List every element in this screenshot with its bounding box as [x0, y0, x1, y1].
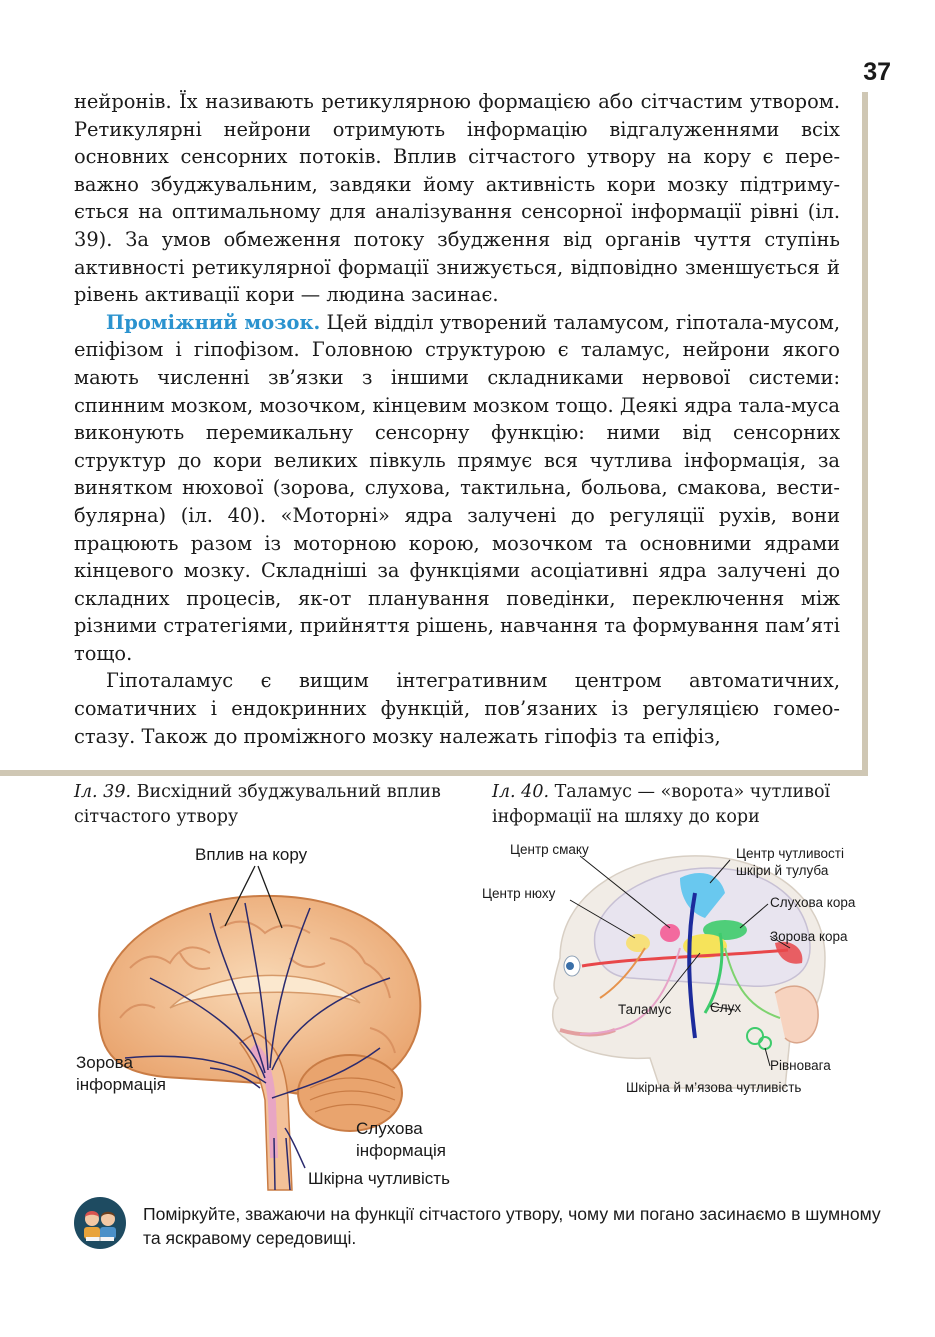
- svg-text:інформація: інформація: [76, 1075, 166, 1094]
- svg-text:Центр смаку: Центр смаку: [510, 842, 589, 857]
- svg-text:Вплив на кору: Вплив на кору: [195, 845, 308, 864]
- students-thinking-icon: [74, 1197, 126, 1249]
- svg-text:Таламус: Таламус: [618, 1002, 672, 1017]
- svg-text:Зорова кора: Зорова кора: [770, 929, 848, 944]
- frame-right-border: [862, 92, 868, 776]
- paragraph-2: Проміжний мозок. Цей відділ утворений таламусом, гіпотала-мусом, епіфізом і гіпофізом. Головною структурою є таламус, нейрони якого мають численні зв’язки з іншими складниками нервової системи: спинним мозком, мозочком, кінцевим мозком тощо. Деякі ядра тала-муса виконують перемикальну сенсорну функцію: ними від сенсорних структур до кори великих півкуль прямує вся чутлива інформація, за винятком нюхової (зорова, слухова, тактильна, больова, смакова, вести-булярна) (іл. 40). «Моторні» ядра залучені до регуляції рухів, вони працюють разом із моторною корою, мозочком та основними ядрами кінцевого мозку. Складніші за функціями асоціативні ядра залучені до складних процесів, як-от планування поведінки, переключення між різними стратегіями, прийняття рішень, навчання та формування пам’яті тощо.: [74, 310, 840, 665]
- svg-text:інформація: інформація: [356, 1141, 446, 1160]
- paragraph-3: Гіпоталамус є вищим інтегративним центром автоматичних, соматичних і ендокринних функцій, пов’язаних із регуляцією гомео-стазу. Також до проміжного мозку належать гіпофіз та епіфіз,: [74, 669, 840, 748]
- figure-40-caption: Іл. 40. Таламус — «ворота» чутливої інформації на шляху до кори: [492, 782, 831, 827]
- svg-text:Центр нюху: Центр нюху: [482, 886, 556, 901]
- svg-text:Центр чутливості: Центр чутливості: [736, 846, 844, 861]
- svg-text:Шкірна й м’язова чутливість: Шкірна й м’язова чутливість: [626, 1080, 802, 1095]
- reflection-question: Поміркуйте, зважаючи на функції сітчастого утвору, чому ми погано засинаємо в шумному та яскравому середовищі.: [143, 1204, 881, 1248]
- figure-39-caption: Іл. 39. Висхідний збуджувальний вплив сітчастого утвору: [74, 782, 441, 827]
- figure-39-brain-illustration: [60, 838, 480, 1190]
- main-text: [74, 88, 840, 750]
- svg-text:Слухова кора: Слухова кора: [770, 895, 856, 910]
- svg-text:шкіри й тулуба: шкіри й тулуба: [736, 863, 829, 878]
- svg-text:Слухова: Слухова: [356, 1119, 423, 1138]
- page-number: 37: [863, 58, 891, 86]
- svg-text:Шкірна чутливість: Шкірна чутливість: [308, 1169, 450, 1188]
- paragraph-1: нейронів. Їх називають ретикулярною формацією або сітчастим утвором. Ретикулярні нейрони отримують інформацію відгалуженнями всіх основних сенсорних потоків. Вплив сітчастого утвору на кору є пере-важно збуджувальним, завдяки йому активність кори мозку підтриму-ється на оптимальному для аналізування сенсорної інформації рівні (іл. 39). За умов обмеження потоку збудження від органів чуття ступінь активності ретикулярної формації знижується, відповідно зменшується й рівень активації кори — людина засинає.: [74, 90, 840, 307]
- frame-bottom-border: [0, 770, 868, 776]
- smell-center-area: [626, 934, 650, 952]
- term-diencephalon: Проміжний мозок.: [106, 310, 321, 334]
- figure-40-head-illustration: [482, 838, 890, 1098]
- taste-center-area: [660, 924, 680, 942]
- svg-text:Слух: Слух: [710, 1000, 742, 1015]
- svg-text:Зорова: Зорова: [76, 1053, 133, 1072]
- svg-text:Рівновага: Рівновага: [770, 1058, 831, 1073]
